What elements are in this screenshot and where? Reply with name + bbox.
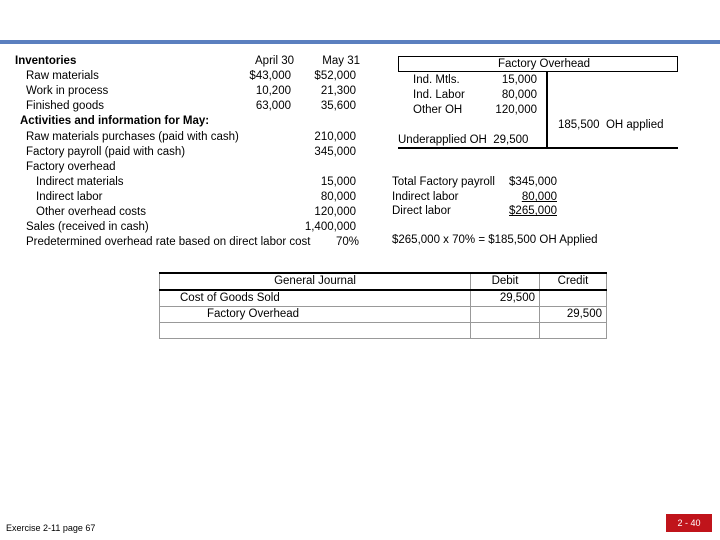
activity-value: 80,000 bbox=[320, 191, 356, 203]
table-row bbox=[160, 290, 607, 307]
t-balance-entry: Underapplied OH 29,500 bbox=[398, 134, 529, 146]
inventory-label: Work in process bbox=[26, 85, 109, 97]
activity-value: 15,000 bbox=[320, 176, 356, 188]
activity-label: Factory payroll (paid with cash) bbox=[26, 146, 186, 158]
page-number-badge: 2 - 40 bbox=[666, 514, 712, 532]
activity-label: Indirect materials bbox=[36, 176, 124, 188]
labor-calc-label: Total Factory payroll bbox=[392, 176, 495, 188]
exercise-reference: Exercise 2-11 page 67 bbox=[6, 523, 96, 533]
t-debit-label: Ind. Labor bbox=[413, 89, 465, 101]
inventory-april: $43,000 bbox=[249, 70, 291, 82]
activity-label: Predetermined overhead rate based on direct labor cost bbox=[26, 236, 311, 248]
inventory-may: 35,600 bbox=[320, 100, 356, 112]
col-april-header: April 30 bbox=[255, 55, 294, 67]
labor-calc-value: $265,000 bbox=[509, 205, 557, 217]
activity-value: 120,000 bbox=[314, 206, 356, 218]
journal-header-row bbox=[160, 273, 607, 290]
inventory-may: 21,300 bbox=[320, 85, 356, 97]
table-row bbox=[160, 323, 607, 339]
t-debit-label: Ind. Mtls. bbox=[413, 74, 460, 86]
t-credit-entry: 185,500 OH applied bbox=[558, 119, 664, 131]
activity-value: 345,000 bbox=[314, 146, 356, 158]
activity-label: Factory overhead bbox=[26, 161, 116, 173]
labor-calc-value: $345,000 bbox=[509, 176, 557, 188]
journal-debit-header: Debit bbox=[471, 273, 540, 290]
journal-credit: 29,500 bbox=[540, 307, 607, 323]
journal-header: General Journal bbox=[160, 273, 471, 290]
inventory-label: Finished goods bbox=[26, 100, 104, 112]
table-row bbox=[160, 307, 607, 323]
inventories-heading: Inventories bbox=[15, 55, 77, 67]
t-debit-value: 80,000 bbox=[501, 89, 537, 101]
activities-heading: Activities and information for May: bbox=[20, 115, 210, 127]
activity-label: Other overhead costs bbox=[36, 206, 146, 218]
inventory-april: 63,000 bbox=[255, 100, 291, 112]
journal-debit: 29,500 bbox=[471, 290, 540, 307]
general-journal-table bbox=[159, 272, 607, 339]
journal-account bbox=[160, 323, 471, 339]
overhead-applied-formula: $265,000 x 70% = $185,500 OH Applied bbox=[392, 234, 598, 246]
activity-label: Indirect labor bbox=[36, 191, 103, 203]
activity-value: 70% bbox=[336, 236, 360, 248]
t-debit-label: Other OH bbox=[413, 104, 463, 116]
journal-debit bbox=[471, 307, 540, 323]
activity-label: Raw materials purchases (paid with cash) bbox=[26, 131, 239, 143]
inventory-may: $52,000 bbox=[314, 70, 356, 82]
col-may-header: May 31 bbox=[322, 55, 360, 67]
labor-calc-label: Indirect labor bbox=[392, 191, 459, 203]
t-debit-value: 15,000 bbox=[501, 74, 537, 86]
journal-account: Factory Overhead bbox=[160, 307, 471, 323]
inventory-label: Raw materials bbox=[26, 70, 99, 82]
journal-account: Cost of Goods Sold bbox=[160, 290, 471, 307]
t-account-title: Factory Overhead bbox=[498, 58, 591, 70]
labor-calc-label: Direct labor bbox=[392, 205, 451, 217]
journal-debit bbox=[471, 323, 540, 339]
t-account-divider bbox=[546, 71, 548, 148]
activity-value: 1,400,000 bbox=[304, 221, 356, 233]
journal-credit-header: Credit bbox=[540, 273, 607, 290]
activity-label: Sales (received in cash) bbox=[26, 221, 149, 233]
activity-value: 210,000 bbox=[314, 131, 356, 143]
t-debit-value: 120,000 bbox=[495, 104, 537, 116]
journal-credit bbox=[540, 323, 607, 339]
journal-credit bbox=[540, 290, 607, 307]
inventory-april: 10,200 bbox=[255, 85, 291, 97]
header-accent-bar bbox=[0, 40, 720, 44]
labor-calc-value: 80,000 bbox=[521, 191, 557, 203]
